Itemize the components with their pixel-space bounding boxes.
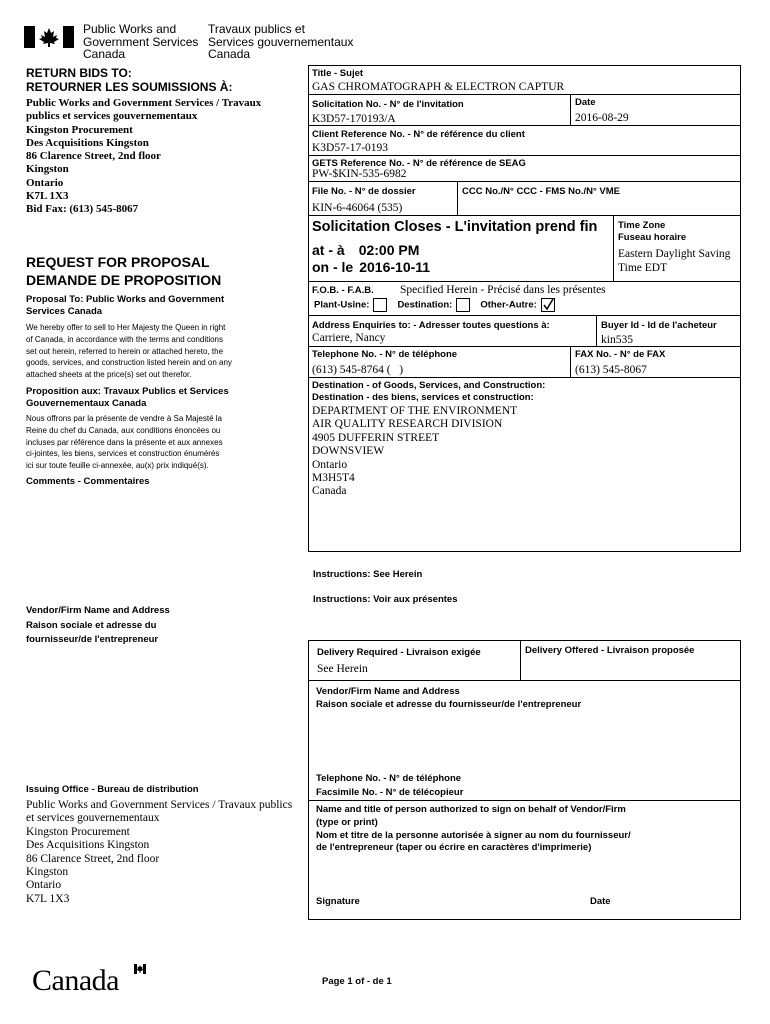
address-line: Kingston Procurement [26, 123, 133, 136]
proposal-to-label [26, 294, 224, 318]
address-line: publics et services gouvernementaux [26, 110, 198, 123]
close-date-value: 2016-10-11 [359, 259, 431, 275]
label-line: Gouvernementaux Canada [26, 398, 147, 409]
on-label: on - le [312, 259, 354, 275]
vendor-label [316, 685, 581, 711]
comments-label: Comments - Commentaires [26, 476, 150, 487]
text-line: Nous offrons par la présente de vendre à Sa Majesté la [26, 414, 222, 423]
address-line: DEPARTMENT OF THE ENVIRONMENT [312, 405, 518, 417]
address-line: Ontario [26, 176, 64, 189]
dept-en-line: Government Services [83, 34, 199, 49]
address-line: Canada [312, 485, 347, 498]
address-line: Kingston [26, 866, 69, 879]
label-line: de l'entrepreneur (taper ou écrire en caractères d'imprimerie) [316, 842, 592, 854]
address-line: M3H5T4 [312, 472, 355, 485]
vendor-phone-fax-label [316, 772, 463, 800]
address-line: AIR QUALITY RESEARCH DIVISION [312, 418, 503, 431]
delivery-offered-label: Delivery Offered - Livraison proposée [525, 645, 695, 656]
solicitation-label: Solicitation No. - N° de l'invitation [312, 99, 464, 110]
address-line: Des Acquisitions Kingston [26, 839, 150, 852]
address-line: K7L 1X3 [26, 190, 69, 203]
timezone-label [618, 220, 686, 243]
dept-en-line: Canada [83, 47, 126, 61]
dept-fr-line: Services gouvernementaux [208, 34, 354, 49]
fob-value: Specified Herein - Précisé dans les présentes [400, 284, 606, 296]
address-line: 86 Clarence Street, 2nd floor [26, 852, 160, 865]
address-line: DOWNSVIEW [312, 445, 385, 458]
text-line: incluses par référence dans la présente et aux annexes [26, 437, 223, 447]
title-label: Title - Sujet [312, 68, 364, 79]
wordmark-text: Canada [32, 964, 119, 997]
address-line: Kingston Procurement [26, 825, 130, 838]
address-line: K7L 1X3 [26, 892, 70, 905]
buyer-id-label: Buyer Id - Id de l'acheteur [601, 320, 717, 331]
fob-options [314, 298, 559, 313]
date-value: 2016-08-29 [575, 112, 629, 124]
return-bids-title [26, 66, 232, 94]
gets-value: PW-$KIN-535-6982 [312, 168, 407, 180]
proposition-label [26, 386, 229, 410]
text-line: We hereby offer to sell to Her Majesty the Queen in right [26, 323, 226, 332]
dept-en-line: Public Works and [83, 22, 177, 36]
plant-label: Plant-Usine: [314, 299, 370, 311]
canada-flag-icon [24, 26, 74, 48]
label-line: Fuseau horaire [618, 231, 687, 243]
address-line: Ontario [312, 458, 348, 471]
label-line: Destination - des biens, services et construction: [312, 392, 534, 403]
label-line: Raison sociale et adresse du [26, 619, 157, 631]
other-checkbox[interactable] [541, 298, 555, 312]
plant-checkbox[interactable] [373, 298, 387, 312]
instructions-fr: Instructions: Voir aux présentes [313, 594, 458, 605]
text-line: attached sheets at the price(s) set out therefor. [26, 370, 192, 380]
vendor-input-area[interactable] [312, 715, 736, 767]
address-line: Kingston [26, 163, 69, 176]
closing-time [312, 242, 419, 258]
authorized-person-label [316, 804, 631, 855]
proposition-text [26, 413, 223, 472]
address-line: 4905 DUFFERIN STREET [312, 431, 440, 444]
vendor-left-label [26, 604, 170, 648]
label-line: Raison sociale et adresse du fournisseur/de l'entrepreneur [316, 699, 582, 710]
text-line: ci-jointes, les biens, services et construction énumérés [26, 449, 220, 459]
delivery-required-value: See Herein [317, 663, 368, 675]
address-line: 86 Clarence Street, 2nd floor [26, 150, 161, 163]
address-line: Des Acquisitions Kingston [26, 136, 149, 149]
government-logo [24, 26, 74, 48]
dept-name-fr [208, 23, 353, 61]
label-line: Services Canada [26, 306, 103, 317]
issuing-office-label: Issuing Office - Bureau de distribution [26, 784, 199, 795]
closing-date [312, 259, 430, 275]
buyer-id-value: kin535 [601, 334, 633, 346]
return-bids-fr: RETOURNER LES SOUMISSIONS À: [26, 80, 233, 94]
delivery-required-label: Delivery Required - Livraison exigée [317, 647, 481, 658]
dept-fr-line: Travaux publics et [208, 22, 305, 36]
timezone-value [618, 247, 730, 275]
value-line: Time EDT [618, 262, 668, 274]
at-label: at - à [312, 242, 345, 258]
issuing-office-address [26, 799, 292, 906]
signature-label: Signature [316, 896, 360, 907]
date-label: Date [575, 97, 596, 108]
ccc-label: CCC No./N° CCC - FMS No./N° VME [462, 186, 621, 197]
rfp-title-en: REQUEST FOR PROPOSAL [26, 254, 210, 270]
instructions-en: Instructions: See Herein [313, 569, 423, 580]
solicitation-value: K3D57-170193/A [312, 113, 396, 125]
text-line: goods, services, and construction listed herein and on any [26, 358, 232, 368]
label-line: Nom et titre de la personne autorisée à signer au nom du fournisseur/ [316, 829, 631, 841]
proposal-to-text [26, 322, 232, 381]
text-line: Reine du chef du Canada, aux conditions énoncées ou [26, 425, 221, 435]
label-line: Name and title of person authorized to sign on behalf of Vendor/Firm [316, 804, 626, 815]
label-line: Vendor/Firm Name and Address [316, 686, 460, 697]
destination-checkbox[interactable] [456, 298, 470, 312]
telephone-label: Telephone No. - N° de téléphone [316, 773, 462, 784]
address-enquiries-value: Carriere, Nancy [312, 332, 386, 344]
phone-value: (613) 545-8764 ( ) [312, 364, 404, 376]
fax-label: FAX No. - N° de FAX [575, 349, 666, 360]
fax-value: (613) 545-8067 [575, 364, 647, 376]
label-line: Proposition aux: Travaux Publics et Services [26, 386, 229, 397]
label-line: Destination - of Goods, Services, and Construction: [312, 380, 546, 391]
bid-fax: Bid Fax: (613) 545-8067 [26, 203, 139, 216]
destination-address [312, 405, 517, 499]
dept-fr-line: Canada [208, 47, 251, 61]
rfp-title [26, 253, 221, 289]
maple-leaf-flag-icon [134, 964, 146, 976]
dept-name-en [83, 23, 198, 61]
return-bids-en: RETURN BIDS TO: [26, 66, 132, 80]
text-line: of Canada, in accordance with the terms and conditions [26, 334, 224, 344]
text-line: ici sur toute feuille ci-annexée, au(x) prix indiqué(s). [26, 461, 209, 471]
value-line: Eastern Daylight Saving [618, 248, 731, 260]
label-line: Time Zone [618, 220, 666, 231]
checkmark-icon [542, 299, 554, 311]
text-line: set out herein, referred to herein or attached hereto, the [26, 346, 224, 356]
destination-label: Destination: [397, 299, 453, 311]
address-line: Public Works and Government Services / Travaux publics [26, 799, 293, 811]
title-value: GAS CHROMATOGRAPH & ELECTRON CAPTUR [312, 81, 565, 93]
rfp-title-fr: DEMANDE DE PROPOSITION [26, 272, 222, 288]
canada-wordmark [32, 964, 119, 998]
label-line: fournisseur/de l'entrepreneur [26, 634, 159, 645]
address-line: Ontario [26, 879, 62, 892]
label-line: Vendor/Firm Name and Address [26, 605, 170, 616]
file-label: File No. - N° de dossier [312, 186, 416, 197]
signature-date-label: Date [590, 896, 611, 907]
address-line: et services gouvernementaux [26, 812, 160, 825]
other-label: Other-Autre: [480, 299, 537, 311]
gets-label: GETS Reference No. - N° de référence de SEAG [312, 158, 526, 169]
time-value: 02:00 PM [358, 242, 420, 258]
client-ref-value: K3D57-17-0193 [312, 142, 389, 154]
phone-label: Telephone No. - N° de téléphone [312, 349, 458, 360]
fob-label: F.O.B. - F.A.B. [312, 285, 374, 296]
address-line: Public Works and Government Services / Travaux [26, 97, 262, 109]
facsimile-label: Facsimile No. - N° de télécopieur [316, 787, 464, 798]
destination-label-block [312, 380, 545, 404]
address-enquiries-label: Address Enquiries to: - Adresser toutes questions à: [312, 320, 550, 331]
closes-title: Solicitation Closes - L'invitation prend fin [312, 219, 598, 235]
file-value: KIN-6-46064 (535) [312, 202, 403, 214]
client-ref-label: Client Reference No. - N° de référence du client [312, 129, 525, 140]
return-bids-address [26, 97, 261, 217]
label-line: (type or print) [316, 816, 378, 828]
page-number: Page 1 of - de 1 [322, 976, 392, 987]
label-line: Proposal To: Public Works and Government [26, 294, 225, 305]
